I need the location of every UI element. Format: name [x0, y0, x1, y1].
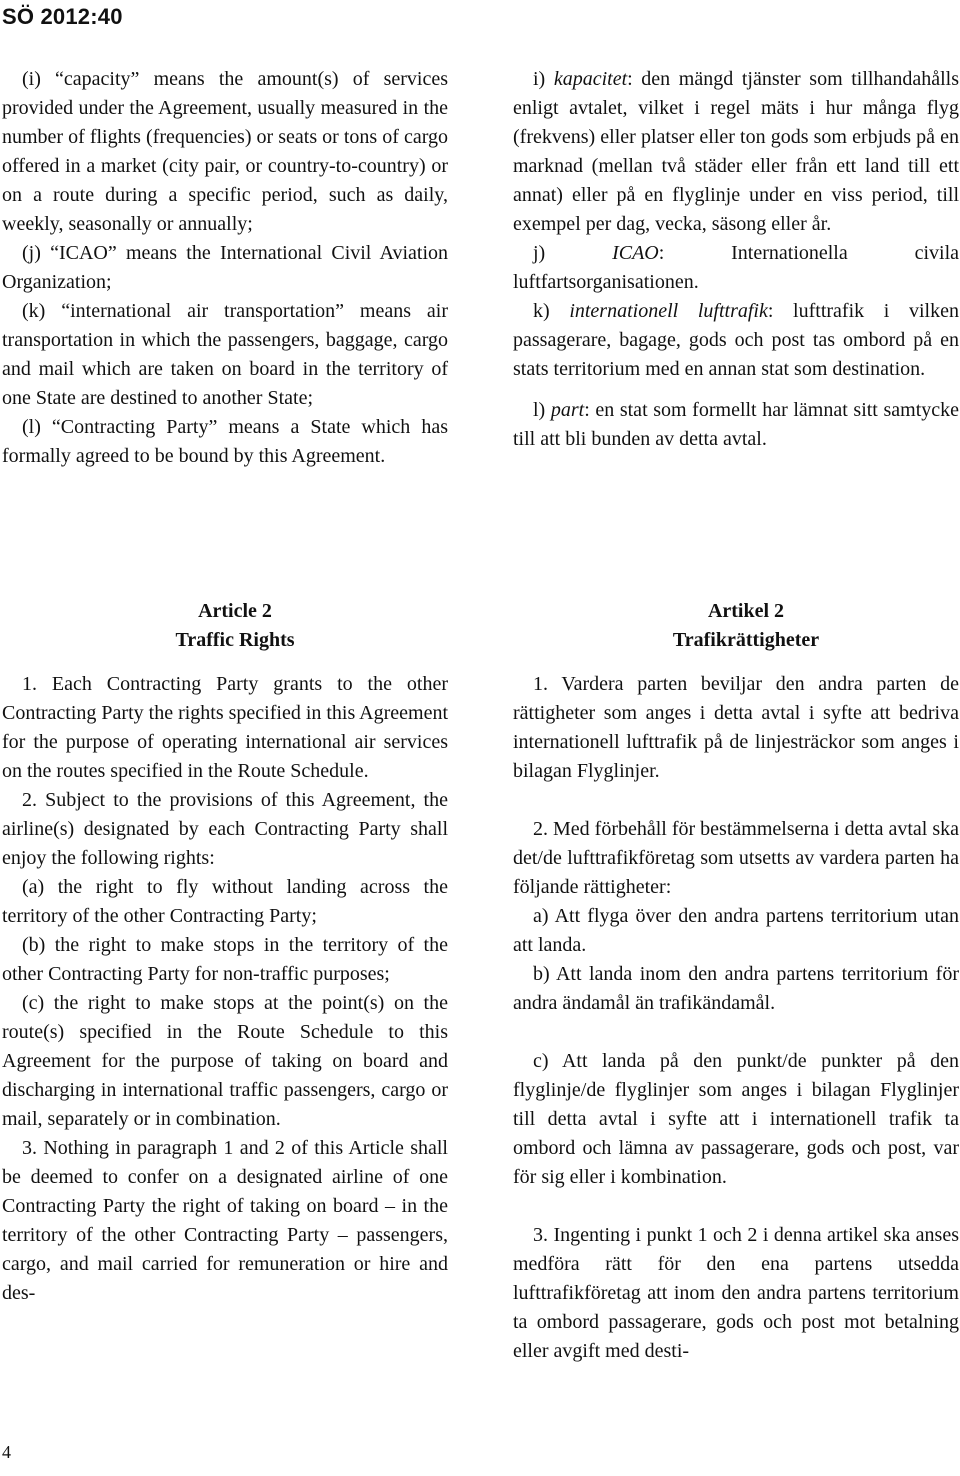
definition-text: : lufttrafik i vilken passagerare, bagage, gods och post tas ombord på en stats territorium med en annan stat som destination. — [513, 300, 959, 380]
article-swedish-column — [513, 597, 959, 1366]
spacer — [513, 1192, 959, 1221]
definition-text: : en stat som formellt har lämnat sitt samtycke till att bli bunden av detta avtal. — [513, 399, 960, 450]
article-paragraph-sv: a) Att flyga över den andra partens territorium utan att landa. — [513, 905, 959, 956]
definition-part-sv — [513, 396, 959, 454]
article-paragraph-en: 1. Each Contracting Party grants to the other Contracting Party the rights specified in this Agreement for the purpose of operating international air services on the routes specified in the Route Schedule. — [2, 673, 449, 782]
article-number-en: Article 2 — [198, 600, 272, 622]
article-paragraph-sv: b) Att landa inom den andra partens territorium för andra ändamål än trafikändamål. — [513, 963, 959, 1014]
article-paragraph-en: 3. Nothing in paragraph 1 and 2 of this Article shall be deemed to confer on a designated airline of one Contracting Party the right of taking on board – in the territory of the other Contracting Party – passengers, cargo, and mail carried for remuneration or hire and des- — [2, 1137, 448, 1304]
definition-internationell-lufttrafik-sv — [513, 297, 959, 384]
article-paragraph-en: (a) the right to fly without landing across the territory of the other Contracting Party; — [2, 876, 448, 927]
definition-term: kapacitet — [553, 68, 628, 90]
spacer — [513, 384, 959, 396]
definition-capacity-en: (i) “capacity” means the amount(s) of services provided under the Agreement, usually measured in the number of flights (frequencies) or seats or tons of cargo offered in a market (city pair, or country-to-country) or on a route during a specific period, such as daily, weekly, seasonally or annually; — [2, 68, 448, 235]
definition-marker: l) — [533, 399, 551, 421]
definition-marker: k) — [533, 300, 570, 322]
article-heading-en — [2, 597, 448, 655]
definition-marker: j) — [533, 242, 613, 264]
spacer — [513, 1018, 959, 1047]
definition-term: part — [550, 399, 585, 421]
article-paragraph-sv: c) Att landa på den punkt/de punkter på den flyglinje/de flyglinjer som anges i bilagan Flyglinjer till detta avtal i syfte att i internationell trafik ta ombord och lämna av passagerare, gods och post, var för sig eller i kombination. — [513, 1050, 959, 1188]
page-number: 4 — [2, 1442, 11, 1462]
article-number-sv: Artikel 2 — [707, 600, 785, 622]
article-paragraph-sv: 2. Med förbehåll för bestämmelserna i detta avtal ska det/de lufttrafikföretag som utsetts av vardera parten ha följande rättigheter: — [513, 818, 959, 898]
article-title-sv: Trafikrättigheter — [672, 629, 820, 651]
article-paragraph-en: (c) the right to make stops at the point(s) on the route(s) specified in the Route Schedule to this Agreement for the purpose of taking on board and discharging in international traffic passengers, cargo or mail, separately or in combination. — [2, 992, 448, 1130]
definition-icao-sv — [513, 239, 959, 297]
definition-international-air-transportation-en: (k) “international air transportation” means air transportation in which the passengers, baggage, cargo and mail which are taken on board in the territory of one State are destined to another State; — [2, 300, 448, 409]
definition-contracting-party-en: (l) “Contracting Party” means a State which has formally agreed to be bound by this Agreement. — [2, 416, 448, 467]
definition-term: ICAO — [612, 242, 659, 264]
definition-text: : Internationella civila luftfartsorganisationen. — [513, 242, 960, 293]
article-paragraph-en: (b) the right to make stops in the territory of the other Contracting Party for non-traffic purposes; — [2, 934, 448, 985]
spacer — [513, 786, 959, 815]
definition-kapacitet-sv — [513, 65, 959, 239]
document-reference: SÖ 2012:40 — [2, 4, 123, 29]
definition-text: : den mängd tjänster som tillhandahålls enligt avtalet, vilket i regel mäts i hur många flyg (frekvens) eller platser eller ton gods som erbjuds på en marknad (mellan två städer eller från ett land till ett annat) eller på en flyglinje under en viss period, till exempel per dag, vecka, säsong eller år. — [513, 68, 960, 235]
article-paragraph-sv: 3. Ingenting i punkt 1 och 2 i denna artikel ska anses medföra rätt för den ena partens utsedda lufttrafikföretag att inom den andra partens territorium ta ombord passagerare, gods och post mot betalning eller avgift med desti- — [513, 1224, 959, 1362]
definitions-swedish-column — [513, 65, 959, 454]
article-paragraph-en: 2. Subject to the provisions of this Agreement, the airline(s) designated by each Contracting Party shall enjoy the following rights: — [2, 789, 448, 869]
definition-term: internationell lufttrafik — [569, 300, 768, 322]
definition-icao-en: (j) “ICAO” means the International Civil Aviation Organization; — [2, 242, 448, 293]
definition-marker: i) — [533, 68, 554, 90]
article-paragraph-sv: 1. Vardera parten beviljar den andra parten de rättigheter som anges i detta avtal i syfte att bedriva internationell lufttrafik på de linjesträckor som anges i bilagan Flyglinjer. — [513, 673, 959, 782]
article-title-en: Traffic Rights — [175, 629, 295, 651]
article-english-column — [2, 597, 448, 1308]
definitions-english-column — [2, 65, 448, 471]
article-heading-sv — [513, 597, 959, 655]
